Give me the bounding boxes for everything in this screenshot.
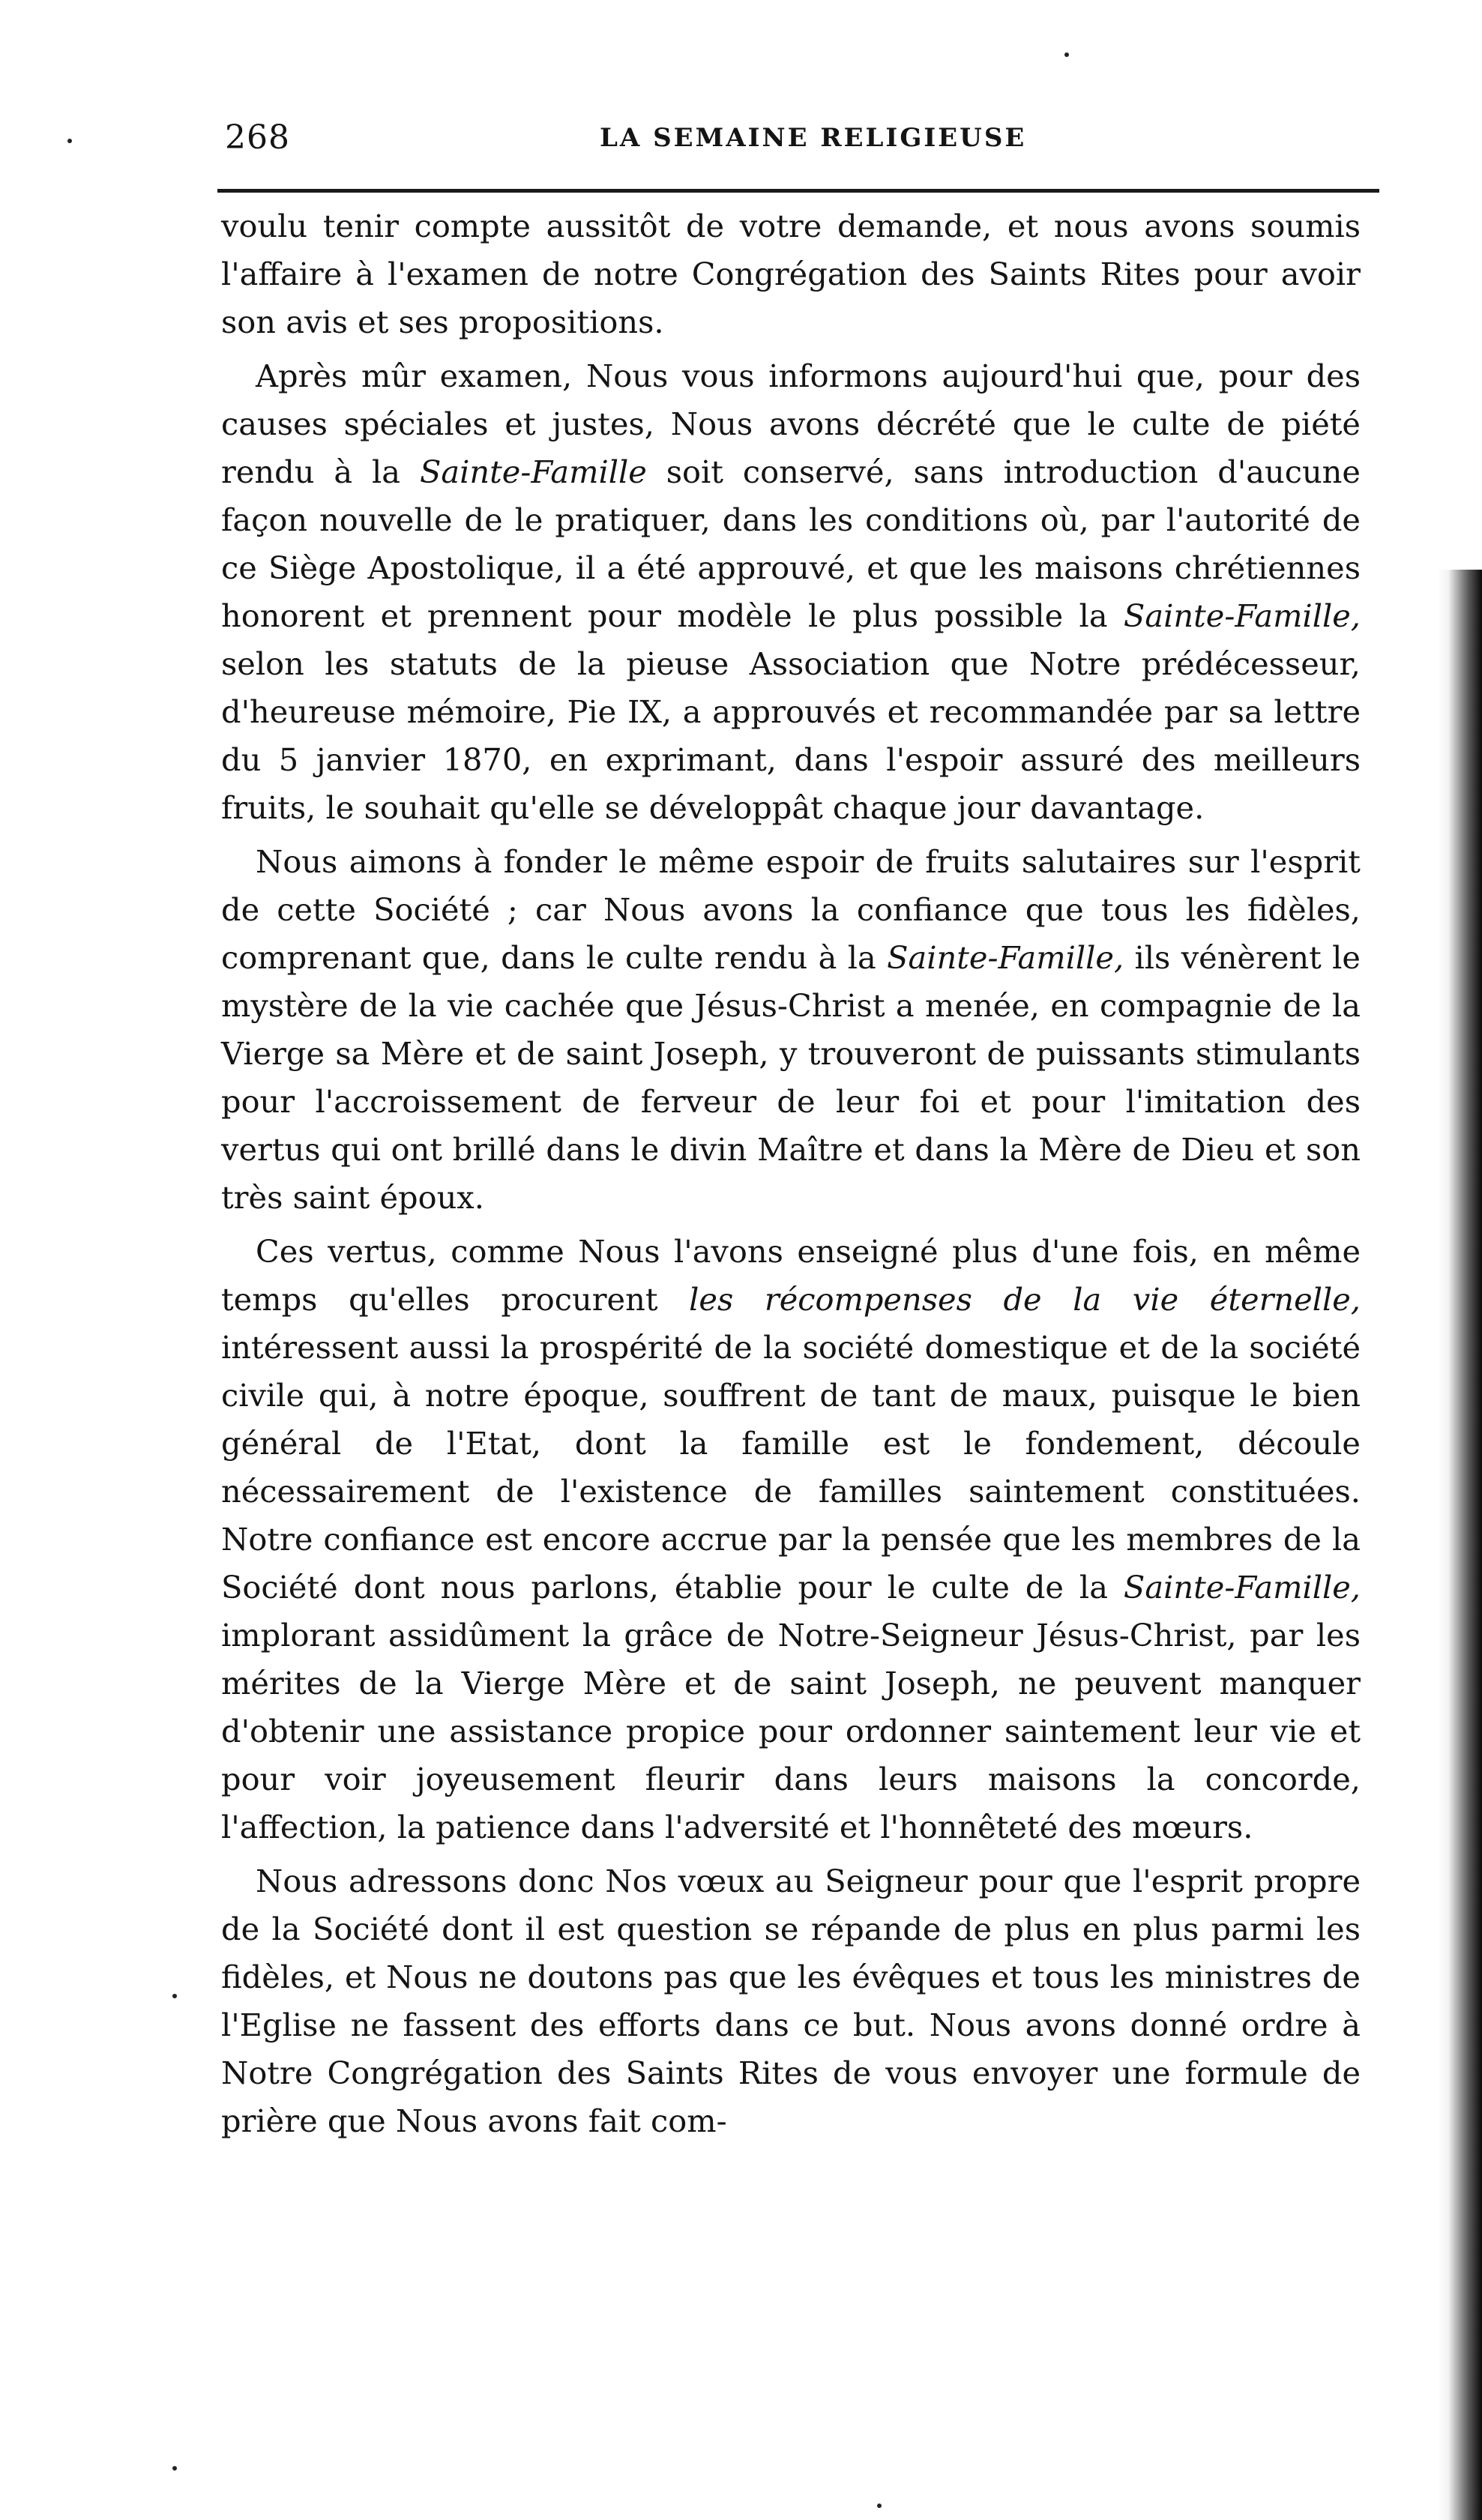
paragraph-text: Nous aimons à fonder le même espoir de fruits salutaires sur l'esprit de cette Société ; car Nous avons la confiance que tous les fidèles, comprenant que, dans le culte rendu à la <box>221 843 1361 976</box>
italic-text: les récompenses de la vie éternelle, <box>689 1281 1361 1318</box>
paragraph-text: intéressent aussi la prospérité de la société domestique et de la société civile qui, à notre époque, souffrent de tant de maux, puisque le bien général de l'Etat, dont la famille est le fondement, découle nécessairement de l'existence de familles saintement constituées. Notre confiance est encore accrue par la pensée que les membres de la Société dont nous parlons, établie pour le culte de la <box>221 1329 1361 1606</box>
scan-speck <box>877 2504 882 2508</box>
italic-text: Sainte-Famille <box>419 453 647 490</box>
paragraph-text: voulu tenir compte aussitôt de votre demande, et nous avons soumis l'affaire à l'examen de notre Congrégation des Saints Rites pour avoir son avis et ses propositions. <box>221 208 1361 340</box>
running-title: LA SEMAINE RELIGIEUSE <box>600 123 1027 153</box>
scan-speck <box>172 2466 177 2471</box>
scan-speck <box>172 1994 177 1998</box>
page-header <box>225 112 1376 165</box>
italic-text: Sainte-Famille, <box>1123 1569 1361 1606</box>
scan-speck <box>67 139 72 143</box>
paragraph-text: Ces vertus, comme Nous l'avons enseigné plus d'une fois, en même temps qu'elles procurent <box>221 1233 1361 1318</box>
paragraph-p1 <box>221 202 1361 346</box>
paragraph-p5 <box>221 1857 1361 2145</box>
paragraph-p4 <box>221 1228 1361 1851</box>
page-edge-shadow <box>1437 570 1482 2520</box>
paragraph-text: Nous adressons donc Nos vœux au Seigneur pour que l'esprit propre de la Société dont il est question se répande de plus en plus parmi les fidèles, et Nous ne doutons pas que les évêques et tous les ministres de l'Eglise ne fassent des efforts dans ce but. Nous avons donné ordre à Notre Congrégation des Saints Rites de vous envoyer une formule de prière que Nous avons fait com- <box>221 1863 1361 2139</box>
paragraph-text: implorant assidûment la grâce de Notre-Seigneur Jésus-Christ, par les mérites de la Vierge Mère et de saint Joseph, ne peuvent manquer d'obtenir une assistance propice pour ordonner saintement leur vie et pour voir joyeusement fleurir dans leurs maisons la concorde, l'affection, la patience dans l'adversité et l'honnêteté des mœurs. <box>221 1617 1361 1845</box>
paragraph-text: selon les statuts de la pieuse Association que Notre prédécesseur, d'heureuse mémoire, Pie IX, a approuvés et recommandée par sa lettre du 5 janvier 1870, en exprimant, dans l'espoir assuré des meilleurs fruits, le souhait qu'elle se développât chaque jour davantage. <box>221 645 1361 826</box>
paragraph-text: Après mûr examen, Nous vous informons aujourd'hui que, pour des causes spéciales et justes, Nous avons décrété que le culte de piété rendu à la <box>221 358 1361 490</box>
header-rule <box>217 189 1379 193</box>
paragraph-p3 <box>221 838 1361 1222</box>
body-text <box>221 202 1361 2145</box>
italic-text: Sainte-Famille, <box>1123 597 1361 634</box>
paragraph-text: soit conservé, sans introduction d'aucune façon nouvelle de le pratiquer, dans les conditions où, par l'autorité de ce Siège Apostolique, il a été approuvé, et que les maisons chrétiennes honorent et prennent pour modèle le plus possible la <box>221 453 1361 634</box>
paragraph-text: ils vénèrent le mystère de la vie cachée que Jésus-Christ a menée, en compagnie de la Vierge sa Mère et de saint Joseph, y trouveront de puissants stimulants pour l'accroissement de ferveur de leur foi et pour l'imitation des vertus qui ont brillé dans le divin Maître et dans la Mère de Dieu et son très saint époux. <box>221 939 1361 1216</box>
page-number: 268 <box>225 118 290 157</box>
paragraph-p2 <box>221 352 1361 832</box>
italic-text: Sainte-Famille, <box>887 939 1124 976</box>
scan-speck <box>1064 52 1069 57</box>
